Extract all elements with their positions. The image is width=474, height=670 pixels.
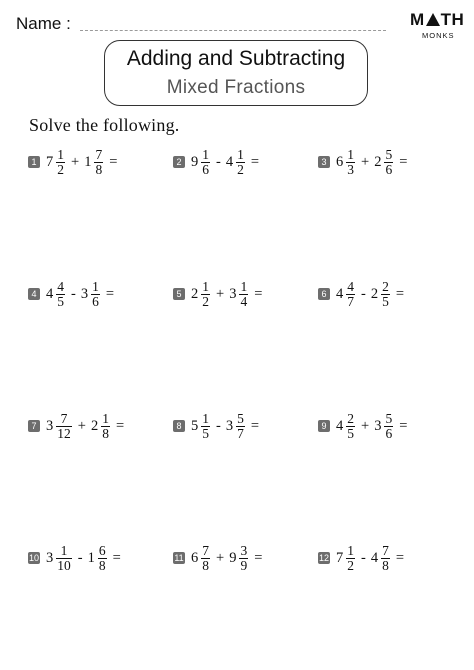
denominator: 6 [92,293,99,309]
fraction [56,544,72,573]
mixed-number-second [229,544,249,573]
mixed-number-second [374,412,394,441]
operator-sign: - [361,285,366,302]
operator-sign: - [216,153,221,170]
denominator: 8 [382,557,389,573]
whole-number: 2 [191,285,199,302]
fraction [346,280,355,309]
mixed-number-second [91,412,111,441]
denominator: 5 [57,293,64,309]
mixed-number-first [46,280,66,309]
problem-number-badge: 12 [319,553,330,563]
numerator: 7 [382,542,389,558]
problem-item [173,274,262,314]
problem-item [173,142,259,182]
denominator: 9 [240,557,248,573]
problem-item [318,538,404,578]
operator-sign: + [361,417,370,434]
operator-sign: + [77,417,86,434]
equals-sign: = [109,153,118,170]
numerator: 1 [60,542,68,558]
mixed-number-second [371,280,391,309]
denominator: 8 [202,557,209,573]
problem-number-badge: 11 [174,553,184,563]
problem-number-badge: 10 [29,553,40,563]
name-field[interactable] [16,12,386,36]
operator-sign: + [361,153,370,170]
whole-number: 1 [87,549,95,566]
fraction [346,148,355,177]
operator-sign: - [77,549,83,566]
numerator: 5 [237,410,244,426]
fraction [239,544,248,573]
equals-sign: = [105,285,115,302]
mixed-number-first [46,544,73,573]
whole-number: 2 [370,285,379,302]
numerator: 7 [60,410,68,426]
whole-number: 3 [46,549,54,566]
fraction [384,412,393,441]
fraction [346,544,355,573]
whole-number: 4 [46,285,54,302]
numerator: 2 [347,410,354,426]
numerator: 7 [95,146,103,162]
fraction [381,280,390,309]
denominator: 5 [382,293,389,309]
operator-sign: + [71,153,80,170]
operator-sign: - [71,285,76,302]
denominator: 6 [202,161,209,177]
fraction [56,148,65,177]
problem-number-badge: 5 [173,288,185,300]
denominator: 12 [57,425,71,441]
problem-number-badge: 3 [318,156,330,168]
problem-item [318,142,407,182]
problem-number-badge: 7 [28,420,40,432]
whole-number: 2 [374,153,382,170]
page-subtitle: Mixed Fractions [166,77,306,98]
numerator: 1 [237,146,244,162]
mixed-number-first [191,412,211,441]
fraction [94,148,103,177]
numerator: 1 [347,542,355,558]
fraction [56,280,65,309]
numerator: 6 [98,542,106,558]
numerator: 1 [347,146,354,162]
whole-number: 7 [46,153,54,170]
instruction-text: Solve the following. [29,115,180,135]
mixed-number-second [226,148,246,177]
logo-triangle-icon [426,13,440,26]
problem-item [28,274,114,314]
equals-sign: = [250,153,260,170]
fraction [346,412,355,441]
denominator: 8 [95,161,103,177]
whole-number: 9 [229,549,237,566]
operator-sign: + [216,285,225,302]
denominator: 7 [347,293,354,309]
problem-item [28,406,124,446]
problem-number-badge: 4 [28,288,40,300]
operator-sign: + [216,549,225,566]
whole-number: 3 [229,285,237,302]
mixed-number-second [81,280,101,309]
whole-number: 3 [80,285,89,302]
mixed-number-first [46,148,66,177]
numerator: 1 [202,146,209,162]
numerator: 5 [385,146,393,162]
fraction [201,412,210,441]
problem-item [318,406,407,446]
denominator: 2 [202,293,209,309]
equals-sign: = [254,285,263,302]
equals-sign: = [395,549,405,566]
numerator: 2 [382,278,389,294]
whole-number: 3 [225,417,234,434]
operator-sign: - [361,549,366,566]
math-monks-logo [410,10,466,46]
denominator: 5 [202,425,209,441]
numerator: 7 [202,542,209,558]
whole-number: 7 [336,549,344,566]
fraction [236,148,245,177]
fraction [239,280,248,309]
whole-number: 5 [191,417,199,434]
mixed-number-second [229,280,249,309]
fraction [236,412,245,441]
problem-number-badge: 1 [28,156,40,168]
equals-sign: = [250,417,260,434]
mixed-number-first [336,148,356,177]
problem-number-badge: 8 [173,420,185,432]
problem-number-badge: 9 [318,420,330,432]
fraction [101,412,110,441]
fraction [201,544,210,573]
title-box [104,40,368,106]
mixed-number-second [88,544,108,573]
whole-number: 4 [370,549,379,566]
whole-number: 3 [374,417,382,434]
denominator: 4 [240,293,248,309]
fraction [384,148,393,177]
numerator: 1 [202,278,209,294]
numerator: 1 [202,410,209,426]
equals-sign: = [399,153,408,170]
denominator: 6 [385,161,393,177]
denominator: 2 [237,161,244,177]
denominator: 6 [385,425,393,441]
problem-number-badge: 6 [318,288,330,300]
equals-sign: = [112,549,121,566]
numerator: 3 [240,542,248,558]
equals-sign: = [399,417,408,434]
numerator: 1 [92,278,99,294]
numerator: 4 [57,278,64,294]
mixed-number-first [46,412,73,441]
numerator: 1 [240,278,248,294]
denominator: 8 [102,425,109,441]
logo-subtext: MONKS [422,31,455,40]
denominator: 2 [57,161,64,177]
fraction [56,412,72,441]
mixed-number-first [191,148,211,177]
fraction [98,544,107,573]
fraction [201,280,210,309]
name-blank-line[interactable] [80,30,386,31]
whole-number: 4 [336,285,344,302]
whole-number: 1 [84,153,92,170]
mixed-number-second [374,148,394,177]
denominator: 2 [347,557,355,573]
whole-number: 4 [225,153,234,170]
denominator: 3 [347,161,354,177]
fraction [381,544,390,573]
whole-number: 3 [46,417,54,434]
equals-sign: = [395,285,405,302]
mixed-number-first [191,544,211,573]
denominator: 5 [347,425,354,441]
problem-item [173,538,262,578]
equals-sign: = [254,549,263,566]
numerator: 5 [385,410,393,426]
whole-number: 6 [191,549,199,566]
whole-number: 9 [191,153,199,170]
mixed-number-second [371,544,391,573]
equals-sign: = [115,417,125,434]
numerator: 1 [102,410,109,426]
logo-wordmark: M TH [410,10,465,29]
fraction [201,148,210,177]
numerator: 4 [347,278,354,294]
problem-item [318,274,404,314]
whole-number: 4 [336,417,344,434]
problem-number-badge: 2 [173,156,185,168]
problem-item [28,538,121,578]
operator-sign: - [216,417,221,434]
problem-item [173,406,259,446]
mixed-number-second [84,148,104,177]
denominator: 10 [57,557,71,573]
numerator: 1 [57,146,64,162]
fraction [91,280,100,309]
mixed-number-second [226,412,246,441]
name-label: Name : [16,14,71,33]
mixed-number-first [336,544,356,573]
mixed-number-first [191,280,211,309]
whole-number: 6 [336,153,344,170]
mixed-number-first [336,280,356,309]
mixed-number-first [336,412,356,441]
page-title: Adding and Subtracting [126,47,346,70]
denominator: 8 [98,557,106,573]
whole-number: 2 [90,417,99,434]
denominator: 7 [237,425,244,441]
problem-item [28,142,117,182]
